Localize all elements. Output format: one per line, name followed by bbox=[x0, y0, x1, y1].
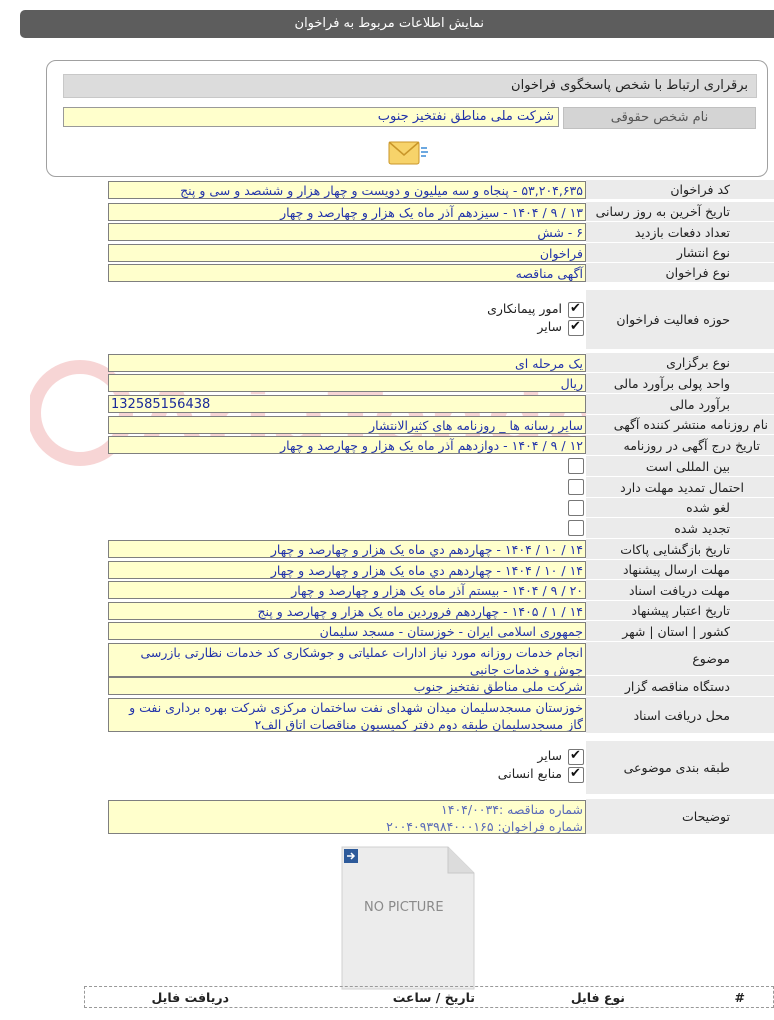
row-calltype bbox=[0, 263, 774, 283]
row-category bbox=[0, 741, 774, 795]
place-label: محل دریافت اسناد bbox=[586, 697, 774, 734]
row-currency bbox=[0, 373, 774, 394]
location-label: کشور | استان | شهر bbox=[586, 621, 774, 642]
row-estimate bbox=[0, 394, 774, 415]
page-title: نمایش اطلاعات مربوط به فراخوان bbox=[294, 16, 484, 31]
estimate-label: برآورد مالی bbox=[586, 394, 774, 415]
renew-label: تجدید شده bbox=[586, 518, 774, 539]
org-label: دستگاه مناقصه گزار bbox=[586, 676, 774, 697]
paperdate-label: تاریخ درج آگهی در روزنامه bbox=[586, 435, 774, 456]
row-update bbox=[0, 202, 774, 222]
col-file-type: نوع فایل bbox=[570, 990, 625, 1005]
scope-label: حوزه فعالیت فراخوان bbox=[586, 290, 774, 350]
code-value: ۵۳,۲۰۴,۶۳۵ - پنجاه و سه میلیون و دویست و چهار هزار و ششصد و سی و پنج bbox=[108, 181, 586, 199]
docs-value: ۲۰ / ۹ / ۱۴۰۴ - بیستم آذر ماه یک هزار و چهارصد و چهار bbox=[108, 581, 586, 599]
scope-item-other: سایر bbox=[537, 319, 562, 334]
holding-label: نوع برگزاری bbox=[586, 353, 774, 373]
page-title-bar bbox=[20, 10, 774, 38]
cancel-label: لغو شده bbox=[586, 498, 774, 518]
notes-value bbox=[108, 800, 586, 834]
open-value: ۱۴ / ۱۰ / ۱۴۰۴ - چهاردهم دي ماه یک هزار و چهارصد و چهار bbox=[108, 540, 586, 558]
row-scope bbox=[0, 290, 774, 350]
scope-checkbox-contracting[interactable] bbox=[568, 302, 584, 318]
scope-item-contracting: امور پیمانکاری bbox=[487, 301, 562, 316]
row-location bbox=[0, 621, 774, 642]
open-label: تاریخ بازگشایی پاکات bbox=[586, 539, 774, 560]
contact-header: برقراری ارتباط با شخص پاسخگوی فراخوان bbox=[63, 74, 757, 98]
subject-label: موضوع bbox=[586, 642, 774, 676]
calltype-value: آگهی مناقصه bbox=[108, 264, 586, 282]
row-notes bbox=[0, 799, 774, 835]
contact-value: شرکت ملی مناطق نفتخیز جنوب bbox=[63, 107, 559, 127]
update-value: ۱۳ / ۹ / ۱۴۰۴ - سیزدهم آذر ماه یک هزار و چهارصد و چهار bbox=[108, 203, 586, 221]
contact-panel bbox=[46, 60, 768, 177]
files-table-header bbox=[84, 986, 774, 1008]
visits-value: ۶ - شش bbox=[108, 223, 586, 241]
notes-line-1: شماره مناقصه :۱۴۰۴/۰۰۳۴ bbox=[441, 802, 583, 817]
row-paper bbox=[0, 415, 774, 435]
valid-label: تاریخ اعتبار پیشنهاد bbox=[586, 601, 774, 621]
row-subject bbox=[0, 642, 774, 676]
extend-label: احتمال تمدید مهلت دارد bbox=[586, 477, 774, 498]
visits-label: تعداد دفعات بازدید bbox=[586, 222, 774, 243]
currency-label: واحد پولی برآورد مالی bbox=[586, 373, 774, 394]
paper-label: نام روزنامه منتشر کننده آگهی bbox=[586, 415, 774, 435]
row-org bbox=[0, 676, 774, 697]
paper-value: سایر رسانه ها _ روزنامه های کثیرالانتشار bbox=[108, 416, 586, 434]
subject-value: انجام خدمات روزانه مورد نیاز ادارات عملیاتی و جوشکاری کد خدمات نظارتی بازرسی جوش و خدمات جانبی bbox=[108, 643, 586, 677]
row-renew bbox=[0, 518, 774, 539]
category-checkbox-other[interactable] bbox=[568, 749, 584, 765]
send-label: مهلت ارسال پیشنهاد bbox=[586, 560, 774, 580]
col-download: دریافت فایل bbox=[151, 990, 229, 1005]
place-value: خوزستان مسجدسلیمان میدان شهدای نفت ساختمان مرکزی شرکت بهره برداری نفت و گاز مسجدسلیمان طبقه دوم دفتر کمیسیون مناقصات اتاق الف۲ bbox=[108, 698, 586, 732]
no-picture-image bbox=[338, 843, 478, 993]
row-valid bbox=[0, 601, 774, 621]
category-item-other: سایر bbox=[537, 748, 562, 763]
row-holding bbox=[0, 353, 774, 373]
org-value: شرکت ملی مناطق نفتخیز جنوب bbox=[108, 677, 586, 695]
row-open bbox=[0, 539, 774, 560]
row-pubtype bbox=[0, 243, 774, 263]
send-value: ۱۴ / ۱۰ / ۱۴۰۴ - چهاردهم دي ماه یک هزار و چهارصد و چهار bbox=[108, 561, 586, 579]
estimate-value: 132585156438 bbox=[108, 395, 586, 413]
cancel-checkbox[interactable] bbox=[568, 500, 584, 516]
category-checkbox-hr[interactable] bbox=[568, 767, 584, 783]
row-code bbox=[0, 180, 774, 200]
category-item-hr: منابع انسانی bbox=[497, 766, 562, 781]
pubtype-value: فراخوان bbox=[108, 244, 586, 262]
notes-label: توضیحات bbox=[586, 799, 774, 835]
valid-value: ۱۴ / ۱ / ۱۴۰۵ - چهاردهم فروردین ماه یک هزار و چهارصد و پنج bbox=[108, 602, 586, 620]
scope-checkbox-other[interactable] bbox=[568, 320, 584, 336]
row-extend bbox=[0, 477, 774, 498]
mail-icon[interactable] bbox=[385, 138, 429, 170]
pubtype-label: نوع انتشار bbox=[586, 243, 774, 263]
row-paperdate bbox=[0, 435, 774, 456]
row-place bbox=[0, 697, 774, 734]
update-label: تاریخ آخرین به روز رسانی bbox=[586, 202, 774, 222]
row-docs bbox=[0, 580, 774, 601]
row-cancel bbox=[0, 498, 774, 518]
col-date-time: تاریخ / ساعت bbox=[392, 990, 475, 1005]
code-label: کد فراخوان bbox=[586, 180, 774, 200]
paperdate-value: ۱۲ / ۹ / ۱۴۰۴ - دوازدهم آذر ماه یک هزار و چهارصد و چهار bbox=[108, 436, 586, 454]
currency-value: ریال bbox=[108, 374, 586, 392]
holding-value: یک مرحله ای bbox=[108, 354, 586, 372]
category-label: طبقه بندی موضوعی bbox=[586, 741, 774, 795]
contact-label: نام شخص حقوقی bbox=[563, 107, 756, 129]
row-visits bbox=[0, 222, 774, 243]
renew-checkbox[interactable] bbox=[568, 520, 584, 536]
intl-checkbox[interactable] bbox=[568, 458, 584, 474]
docs-label: مهلت دریافت اسناد bbox=[586, 580, 774, 601]
location-value: جمهوری اسلامی ایران - خوزستان - مسجد سلیمان bbox=[108, 622, 586, 640]
row-intl bbox=[0, 456, 774, 477]
notes-line-2: شماره فراخوان: ۲۰۰۴۰۹۳۹۸۴۰۰۰۱۶۵ bbox=[386, 819, 583, 834]
extend-checkbox[interactable] bbox=[568, 479, 584, 495]
row-send bbox=[0, 560, 774, 580]
col-number: # bbox=[734, 990, 745, 1005]
no-picture-text: NO PICTURE bbox=[364, 900, 444, 915]
intl-label: بین المللی است bbox=[586, 456, 774, 477]
calltype-label: نوع فراخوان bbox=[586, 263, 774, 283]
